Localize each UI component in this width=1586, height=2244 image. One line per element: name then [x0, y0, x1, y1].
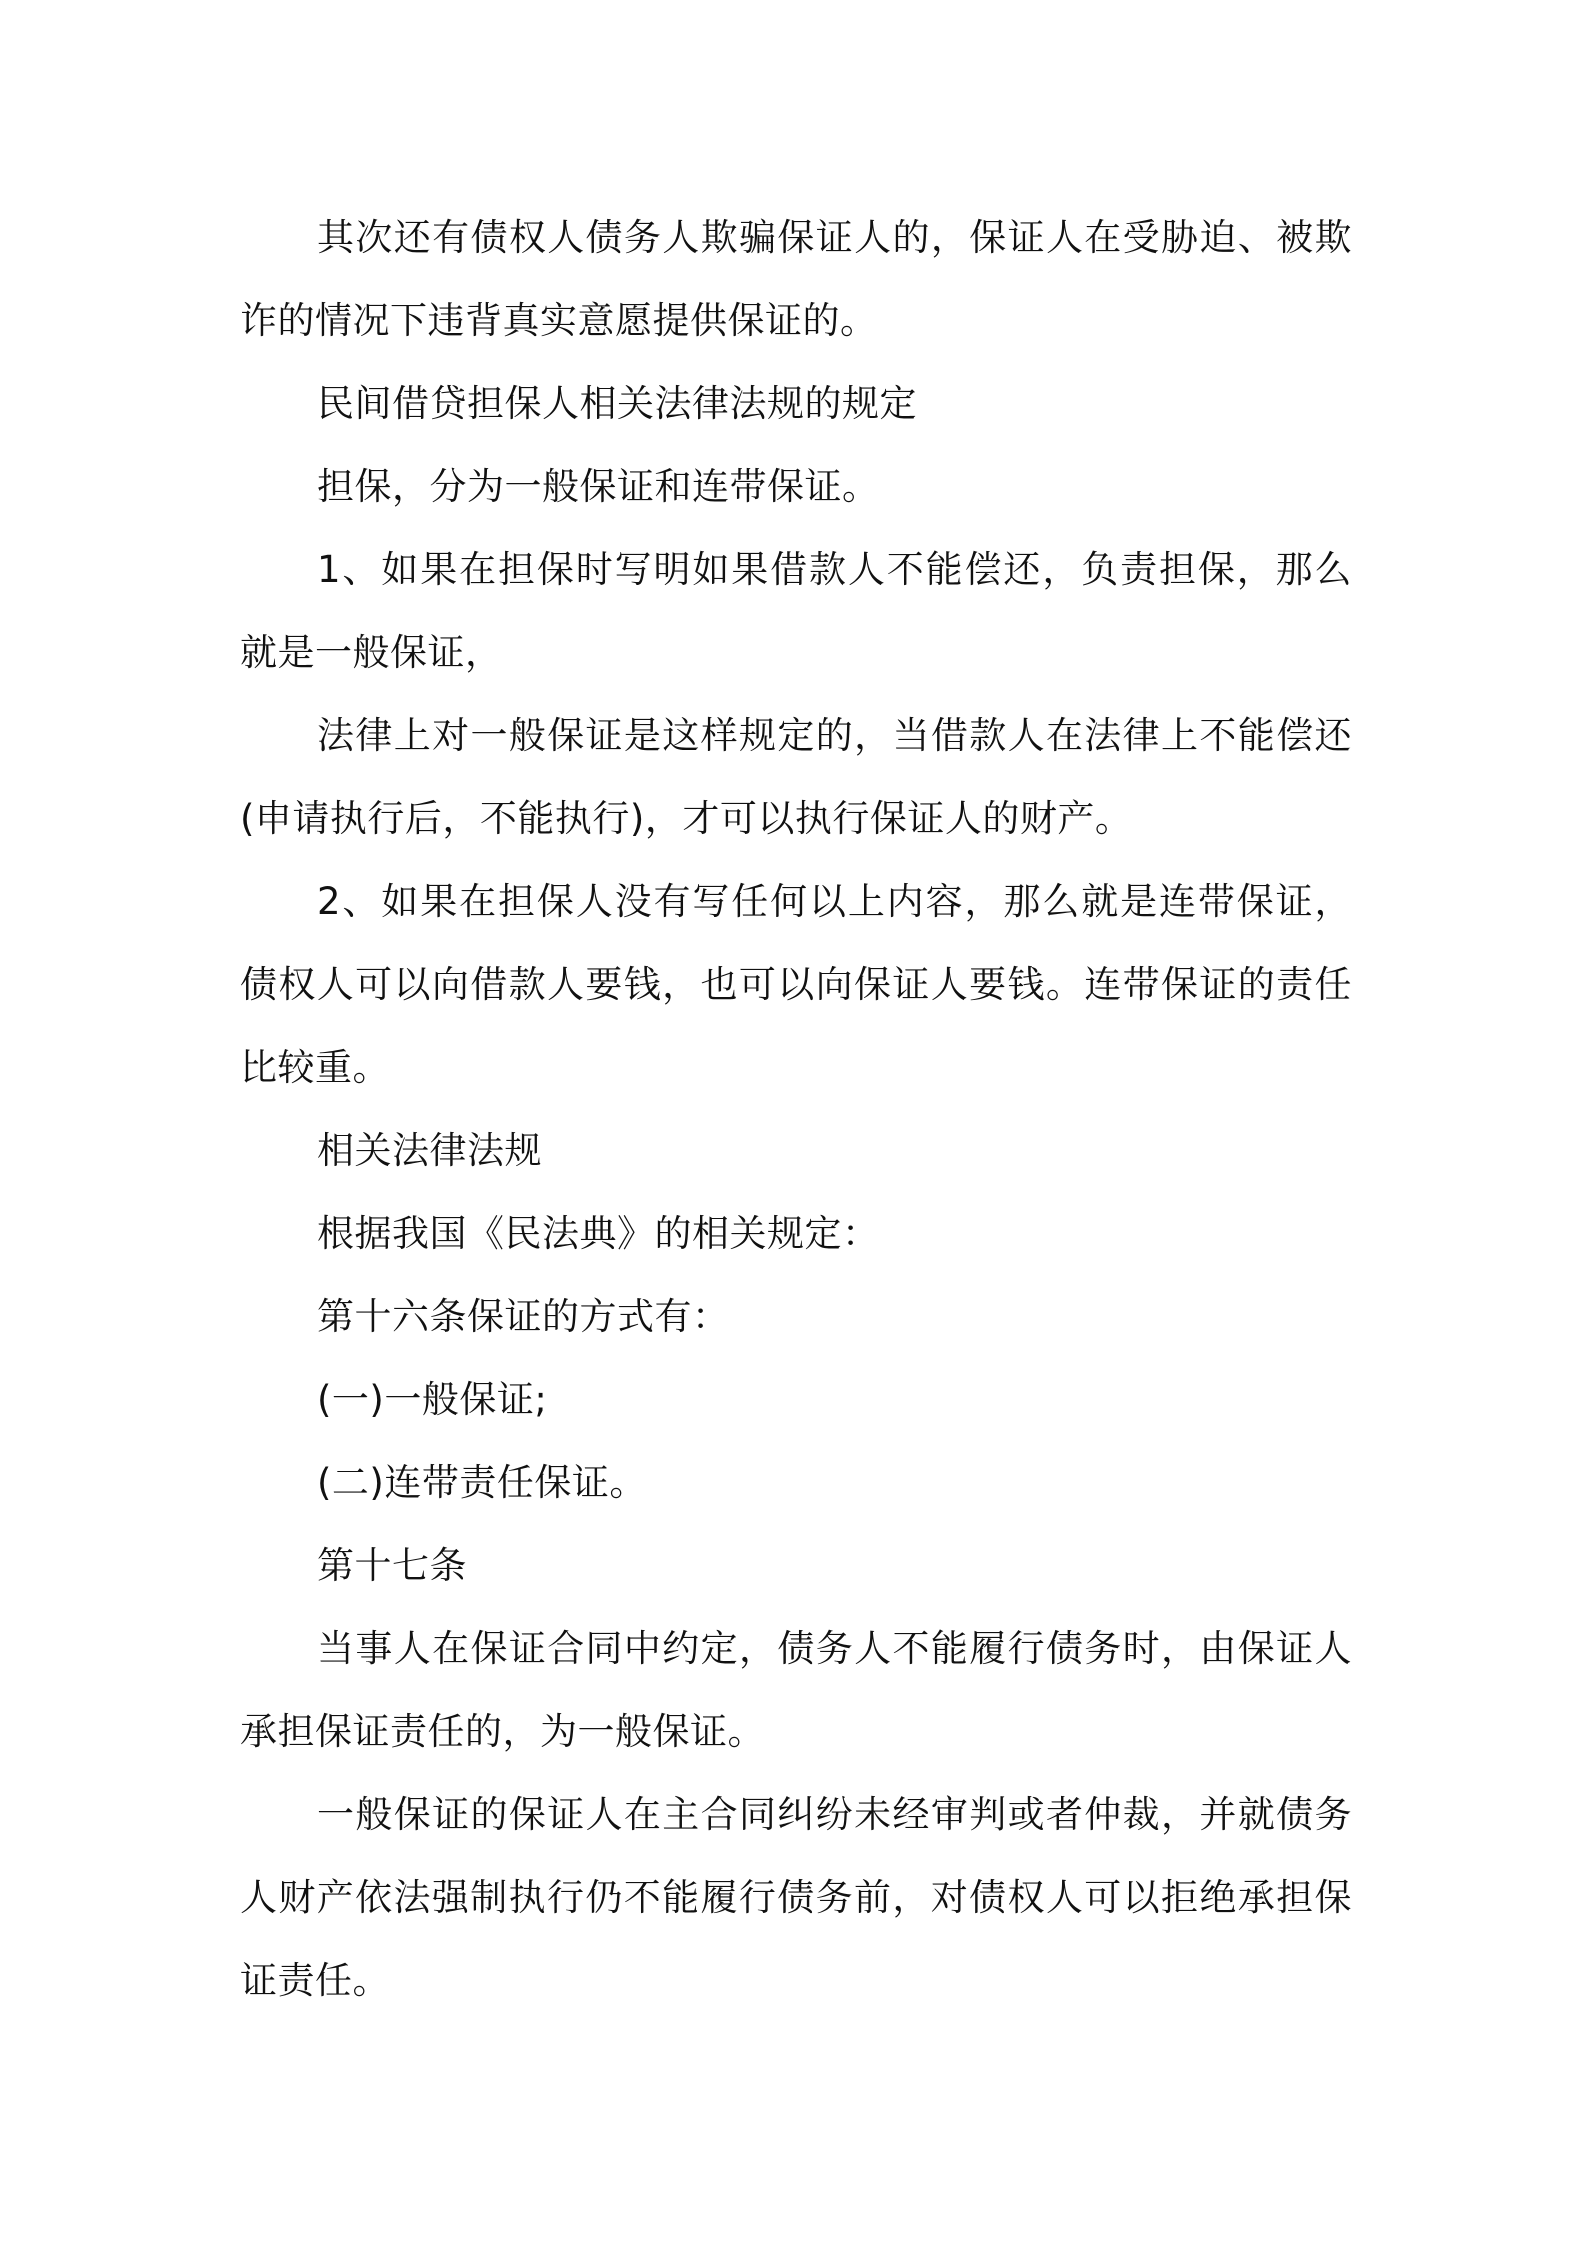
paragraph-article-16-item-2: (二)连带责任保证。: [317, 1461, 647, 1504]
paragraph-item-2-joint-guarantee: 2、如果在担保人没有写任何以上内容，那么就是连带保证，债权人可以向借款人要钱，也可以向保证人要钱。连带保证的责任比较重。: [240, 880, 1352, 1089]
heading-private-lending-guarantor-rules: 民间借贷担保人相关法律法规的规定: [317, 382, 917, 425]
paragraph-civil-code-intro: 根据我国《民法典》的相关规定：: [317, 1212, 880, 1255]
paragraph-item-1-general-guarantee: 1、如果在担保时写明如果借款人不能偿还，负责担保，那么就是一般保证，: [240, 548, 1352, 674]
paragraph-article-17-title: 第十七条: [317, 1544, 467, 1587]
paragraph-fraud-guarantee: 其次还有债权人债务人欺骗保证人的，保证人在受胁迫、被欺诈的情况下违背真实意愿提供保证的。: [240, 216, 1352, 342]
paragraph-article-17-body: 当事人在保证合同中约定，债务人不能履行债务时，由保证人承担保证责任的，为一般保证。: [240, 1627, 1352, 1753]
heading-related-laws: 相关法律法规: [317, 1129, 542, 1172]
paragraph-general-guarantee-law: 法律上对一般保证是这样规定的，当借款人在法律上不能偿还(申请执行后，不能执行)，才可以执行保证人的财产。: [240, 714, 1352, 840]
paragraph-article-16: 第十六条保证的方式有：: [317, 1295, 730, 1338]
paragraph-guarantee-types: 担保，分为一般保证和连带保证。: [317, 465, 880, 508]
document-page: [240, 196, 1352, 2022]
paragraph-article-16-item-1: (一)一般保证;: [317, 1378, 548, 1421]
paragraph-general-guarantor-defense: 一般保证的保证人在主合同纠纷未经审判或者仲裁，并就债务人财产依法强制执行仍不能履行债务前，对债权人可以拒绝承担保证责任。: [240, 1793, 1352, 2002]
